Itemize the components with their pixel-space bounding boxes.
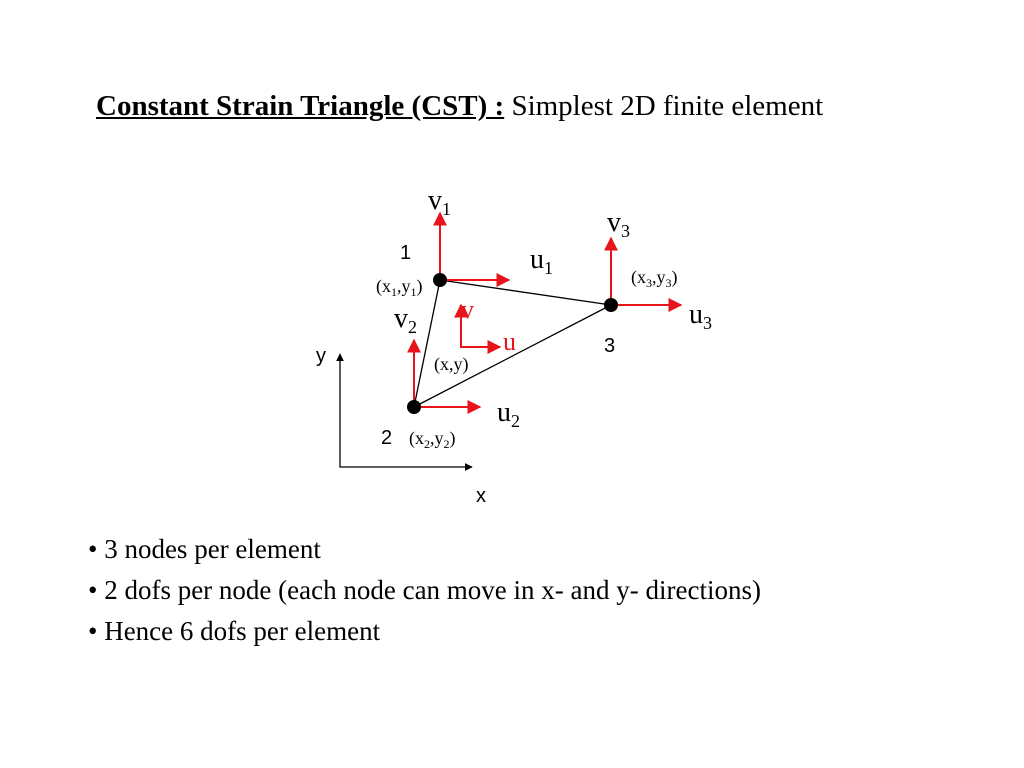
bullet-item: • Hence 6 dofs per element xyxy=(88,614,761,655)
node-2-coordinates xyxy=(409,428,456,451)
node-1-coordinates xyxy=(376,276,423,299)
coord3-x: (x xyxy=(631,267,646,287)
node-3-coordinates xyxy=(631,267,678,290)
interior-u-label: u xyxy=(503,327,516,356)
edge-2-1 xyxy=(414,280,440,407)
v3-base: v xyxy=(607,207,621,238)
coord2-xsub: 2 xyxy=(424,437,430,451)
v3-sub: 3 xyxy=(621,221,630,241)
u2-sub: 2 xyxy=(511,411,520,431)
coord2-x: (x xyxy=(409,428,424,448)
bullet-item: • 3 nodes per element xyxy=(88,532,761,573)
node-1-dot xyxy=(433,273,447,287)
node-2-v-label xyxy=(394,303,417,337)
u3-base: u xyxy=(689,299,703,330)
x-axis-label: x xyxy=(476,485,486,507)
node-3-v-label xyxy=(607,207,630,241)
node-3-dot xyxy=(604,298,618,312)
coord3-ysub: 3 xyxy=(665,276,672,290)
node-1-number: 1 xyxy=(400,242,412,264)
coord3-xsub: 3 xyxy=(646,276,652,290)
title-main: Constant Strain Triangle (CST) : xyxy=(96,90,505,122)
v2-base: v xyxy=(394,303,408,334)
u3-sub: 3 xyxy=(703,313,712,333)
node-2-dot xyxy=(407,400,421,414)
coord1-ysub: 1 xyxy=(410,285,417,299)
v2-sub: 2 xyxy=(408,317,417,337)
bullet-item: • 2 dofs per node (each node can move in x- and y- directions) xyxy=(88,573,761,614)
coord1-close: ) xyxy=(416,276,423,296)
coord1-y: ,y xyxy=(397,276,411,296)
node-1-u-label xyxy=(530,244,553,278)
interior-coordinates: (x,y) xyxy=(434,354,469,374)
v1-base: v xyxy=(428,185,442,216)
node-3-number: 3 xyxy=(604,335,616,357)
u1-base: u xyxy=(530,244,544,275)
coord3-y: ,y xyxy=(652,267,666,287)
coord2-ysub: 2 xyxy=(443,437,450,451)
interior-v-label: v xyxy=(461,295,474,324)
u2-base: u xyxy=(497,397,511,428)
node-2-u-label xyxy=(497,397,520,431)
coord2-close: ) xyxy=(449,428,456,448)
coord2-y: ,y xyxy=(430,428,444,448)
title-subtitle: Simplest 2D finite element xyxy=(511,90,824,122)
coord3-close: ) xyxy=(671,267,678,287)
v1-sub: 1 xyxy=(442,199,451,219)
node-3-u-label xyxy=(689,299,712,333)
coord1-x: (x xyxy=(376,276,391,296)
bullet-list xyxy=(88,532,761,655)
coord1-xsub: 1 xyxy=(391,285,397,299)
y-axis-label: y xyxy=(316,345,326,367)
u1-sub: 1 xyxy=(544,258,553,278)
node-1-v-label xyxy=(428,185,451,219)
node-2-number: 2 xyxy=(381,427,393,449)
